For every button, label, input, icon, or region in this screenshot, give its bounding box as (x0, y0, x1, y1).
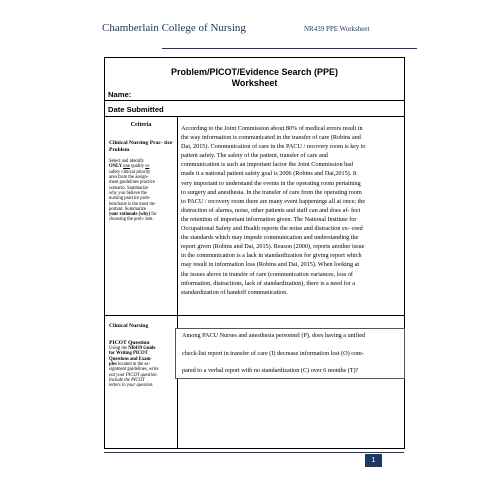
response-line: the standards which may impede communication and understanding the (181, 234, 359, 242)
picot-instructions (109, 323, 175, 389)
instruction-line: nursing practice prob- (109, 196, 151, 202)
instruction-line: scenario. Summarize (109, 185, 149, 191)
header-divider (162, 48, 417, 49)
response-line: communication is such an important factor the Joint Commission had (181, 161, 354, 169)
response-line: in the communication is a lack in standardization for giving report which (181, 252, 362, 260)
instruction-line: for Writing PICOT (109, 351, 148, 357)
response-line: Occupational Safety and Health reports the noise and distraction ex- ceed (181, 225, 363, 233)
response-line: distraction of alarms, noise, other patients and staff can and does af- fect (181, 206, 361, 214)
instruction-line: lem/issue is the most im- (109, 201, 156, 207)
response-line: the retention of important information given. The National Institute for (181, 215, 357, 223)
picot-row-divider (105, 315, 404, 316)
instruction-line: letters in your question. (109, 383, 154, 389)
response-line: the issues above in transfer of care (communication variances, loss of (181, 270, 353, 278)
instruction-line: ment guidelines practice (109, 180, 155, 186)
response-line: made it a national patient safety goal is 2006 (Robins and Dai,2015). It (181, 170, 357, 178)
instruction-line: signment guidelines, write (109, 367, 159, 373)
header-school-name: Chamberlain College of Nursing (102, 22, 246, 34)
picot-heading-1: Clinical Nursing (109, 323, 149, 329)
instruction-line: Select and identify (109, 159, 145, 165)
picot-line: check-list report in transfer of care (I) decrease information lost (O) com- (182, 350, 364, 357)
name-label: Name: (108, 90, 132, 99)
instruction-line: Questions and Exam- (109, 356, 152, 362)
response-line: standardization of handoff communication. (181, 288, 288, 296)
instruction-line: portant. Summarize (109, 206, 146, 212)
criteria-header: Criteria (130, 122, 152, 128)
response-line: patient safety. The safety of the patient, transfer of care and (181, 152, 328, 160)
instruction-line: Include the PICOT (109, 377, 145, 383)
response-line: Dai, 2015). Communication of care in the PACU / recovery room is key to (181, 143, 366, 151)
footer-divider (104, 452, 404, 453)
response-line: may result in information loss (Robins and Dai, 2015). When looking at (181, 261, 360, 269)
worksheet-title-line2: Worksheet (231, 78, 278, 88)
instruction-line: why you believe the (109, 190, 147, 196)
picot-line: Among PACU Nurses and anesthesia personnel (P), does having a unified (182, 332, 366, 339)
worksheet-table (104, 57, 405, 449)
response-line: very important to understand the events in the operating room pertaining (181, 179, 361, 187)
response-line: the way information is communicated in the transfer of care (Robins and (181, 134, 361, 142)
instruction-line: your rationale (why) for (109, 212, 157, 218)
worksheet-title-line1: Problem/PICOT/Evidence Search (PPE) (170, 67, 339, 77)
instruction-line: ONLY one quality or (109, 164, 150, 170)
instruction-line: safety clinical priority (109, 169, 151, 175)
instruction-line: ples located in the as- (109, 362, 150, 368)
date-submitted-label: Date Submitted (108, 105, 164, 114)
page-number: 1 (365, 454, 382, 467)
instruction-line: area from the assign- (109, 175, 149, 181)
picot-line: pared to a verbal report with no standardization (C) over 6 months (T)? (182, 367, 359, 374)
header-document-name: NR439 PPE Worksheet (304, 25, 370, 33)
column-divider (177, 116, 178, 449)
problem-instructions (109, 140, 175, 223)
instruction-line: out your PICOT question. (109, 372, 158, 378)
instruction-line: choosing the prob- lem. (109, 217, 154, 223)
instruction-line: Using the NR439 Guide (109, 346, 156, 352)
response-line: to surgery and anesthesia. In the transfer of care from the operating room (181, 188, 362, 196)
date-row-divider (105, 116, 404, 117)
response-line: information, distractions, lack of standardization), there is a need for a (181, 279, 356, 287)
picot-heading-2: PICOT Question (109, 339, 150, 346)
response-line: According to the Joint Commission about 80% of medical errors result in (181, 125, 363, 132)
response-line: to PACU / recovery room there are many event happenings all at once; the (181, 197, 366, 205)
picot-question-box[interactable] (175, 328, 405, 379)
name-row-divider (105, 100, 404, 101)
problem-heading: Clinical Nursing Prac- tice Problem (109, 140, 173, 153)
problem-response (181, 124, 402, 297)
response-line: report given (Robins and Dai, 2015). Reason (2000), reports another issue (181, 243, 365, 251)
worksheet-title (105, 67, 404, 89)
